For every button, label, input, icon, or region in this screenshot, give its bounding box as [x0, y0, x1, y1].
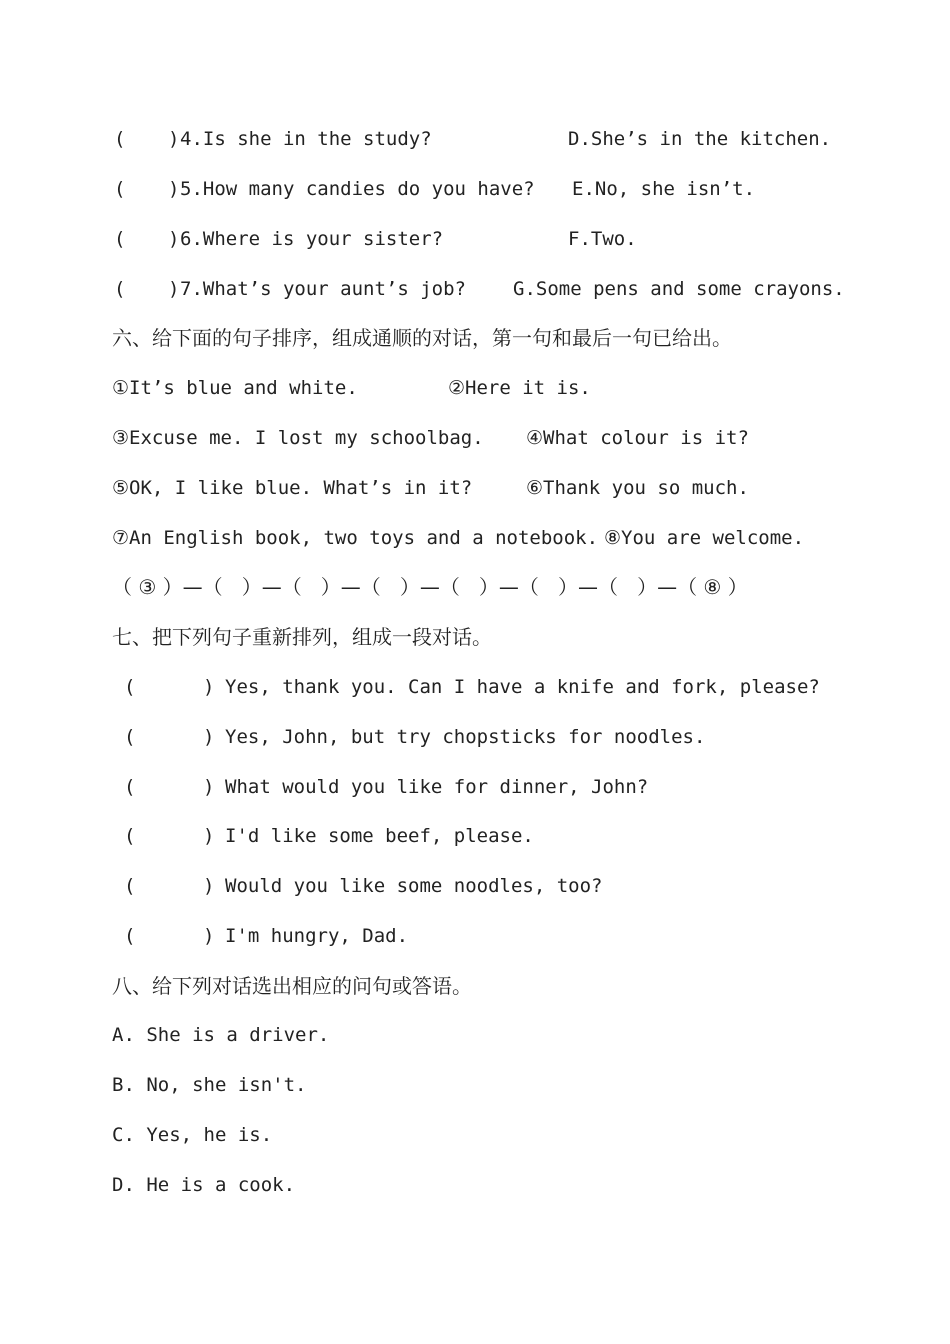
answer-paren-open: ( [124, 875, 136, 897]
question-text: 5.How many candies do you have? [180, 178, 535, 200]
answer-paren-open: ( [124, 825, 136, 847]
dialogue-item [0, 821, 950, 851]
answer-paren-close: ) [168, 278, 180, 300]
answer-paren-close: ) [203, 726, 215, 748]
answer-paren-open: ( [124, 676, 136, 698]
dialogue-text: Would you like some noodles, too? [225, 875, 603, 897]
answer-option-row [0, 1020, 950, 1050]
answer-paren-open: ( [124, 726, 136, 748]
section-title [0, 971, 950, 1001]
dialogue-item [0, 921, 950, 951]
section-title [0, 323, 950, 353]
question-text: 7.What’s your aunt’s job? [180, 278, 466, 300]
answer-option: G.Some pens and some crayons. [513, 278, 845, 300]
order-line [0, 572, 950, 602]
sentence-row [0, 423, 950, 453]
dialogue-text: What would you like for dinner, John? [225, 776, 649, 798]
match-item [0, 174, 950, 204]
match-item [0, 124, 950, 154]
sentence-option: ⑦An English book, two toys and a notebook. [112, 527, 599, 549]
answer-paren-close: ) [168, 128, 180, 150]
section-6-title: 六、给下面的句子排序，组成通顺的对话，第一句和最后一句已给出。 [112, 326, 732, 350]
answer-paren-close: ) [203, 825, 215, 847]
sentence-option: ④What colour is it? [526, 427, 749, 449]
answer-option-row [0, 1070, 950, 1100]
option-b: B. No, she isn't. [112, 1074, 307, 1096]
sentence-row [0, 373, 950, 403]
match-item [0, 274, 950, 304]
answer-paren-open: ( [124, 776, 136, 798]
answer-paren-open: ( [114, 128, 126, 150]
answer-paren-open: ( [114, 228, 126, 250]
dialogue-item [0, 672, 950, 702]
sentence-option: ③Excuse me. I lost my schoolbag. [112, 427, 484, 449]
dialogue-text: Yes, thank you. Can I have a knife and fork, please? [225, 676, 820, 698]
option-c: C. Yes, he is. [112, 1124, 273, 1146]
answer-paren-close: ) [168, 228, 180, 250]
dialogue-item [0, 871, 950, 901]
answer-paren-open: ( [114, 278, 126, 300]
section-7-title: 七、把下列句子重新排列，组成一段对话。 [112, 625, 492, 649]
sentence-option: ⑥Thank you so much. [526, 477, 749, 499]
sentence-option: ②Here it is. [448, 377, 591, 399]
sentence-option: ①It’s blue and white. [112, 377, 358, 399]
section-8-title: 八、给下列对话选出相应的问句或答语。 [112, 974, 472, 998]
dialogue-text: I'm hungry, Dad. [225, 925, 409, 947]
answer-paren-close: ) [168, 178, 180, 200]
section-title [0, 622, 950, 652]
sentence-option: ⑤OK, I like blue. What’s in it? [112, 477, 473, 499]
answer-paren-close: ) [203, 676, 215, 698]
answer-paren-open: ( [114, 178, 126, 200]
answer-paren-close: ) [203, 776, 215, 798]
answer-paren-open: ( [124, 925, 136, 947]
answer-option-row [0, 1120, 950, 1150]
sentence-row [0, 473, 950, 503]
answer-paren-close: ) [203, 875, 215, 897]
sentence-row [0, 523, 950, 553]
dialogue-item [0, 772, 950, 802]
sentence-option: ⑧You are welcome. [604, 527, 805, 549]
answer-paren-close: ) [203, 925, 215, 947]
order-answer-line: （ ③ ）—（ ）—（ ）—（ ）—（ ）—（ ）—（ ）—（ ⑧ ） [112, 575, 748, 599]
option-d: D. He is a cook. [112, 1174, 296, 1196]
question-text: 6.Where is your sister? [180, 228, 444, 250]
answer-option: D.She’s in the kitchen. [568, 128, 832, 150]
dialogue-text: Yes, John, but try chopsticks for noodles. [225, 726, 706, 748]
question-text: 4.Is she in the study? [180, 128, 432, 150]
answer-option: E.No, she isn’t. [572, 178, 756, 200]
answer-option-row [0, 1170, 950, 1200]
option-a: A. She is a driver. [112, 1024, 330, 1046]
dialogue-item [0, 722, 950, 752]
match-item [0, 224, 950, 254]
answer-option: F.Two. [568, 228, 637, 250]
dialogue-text: I'd like some beef, please. [225, 825, 534, 847]
